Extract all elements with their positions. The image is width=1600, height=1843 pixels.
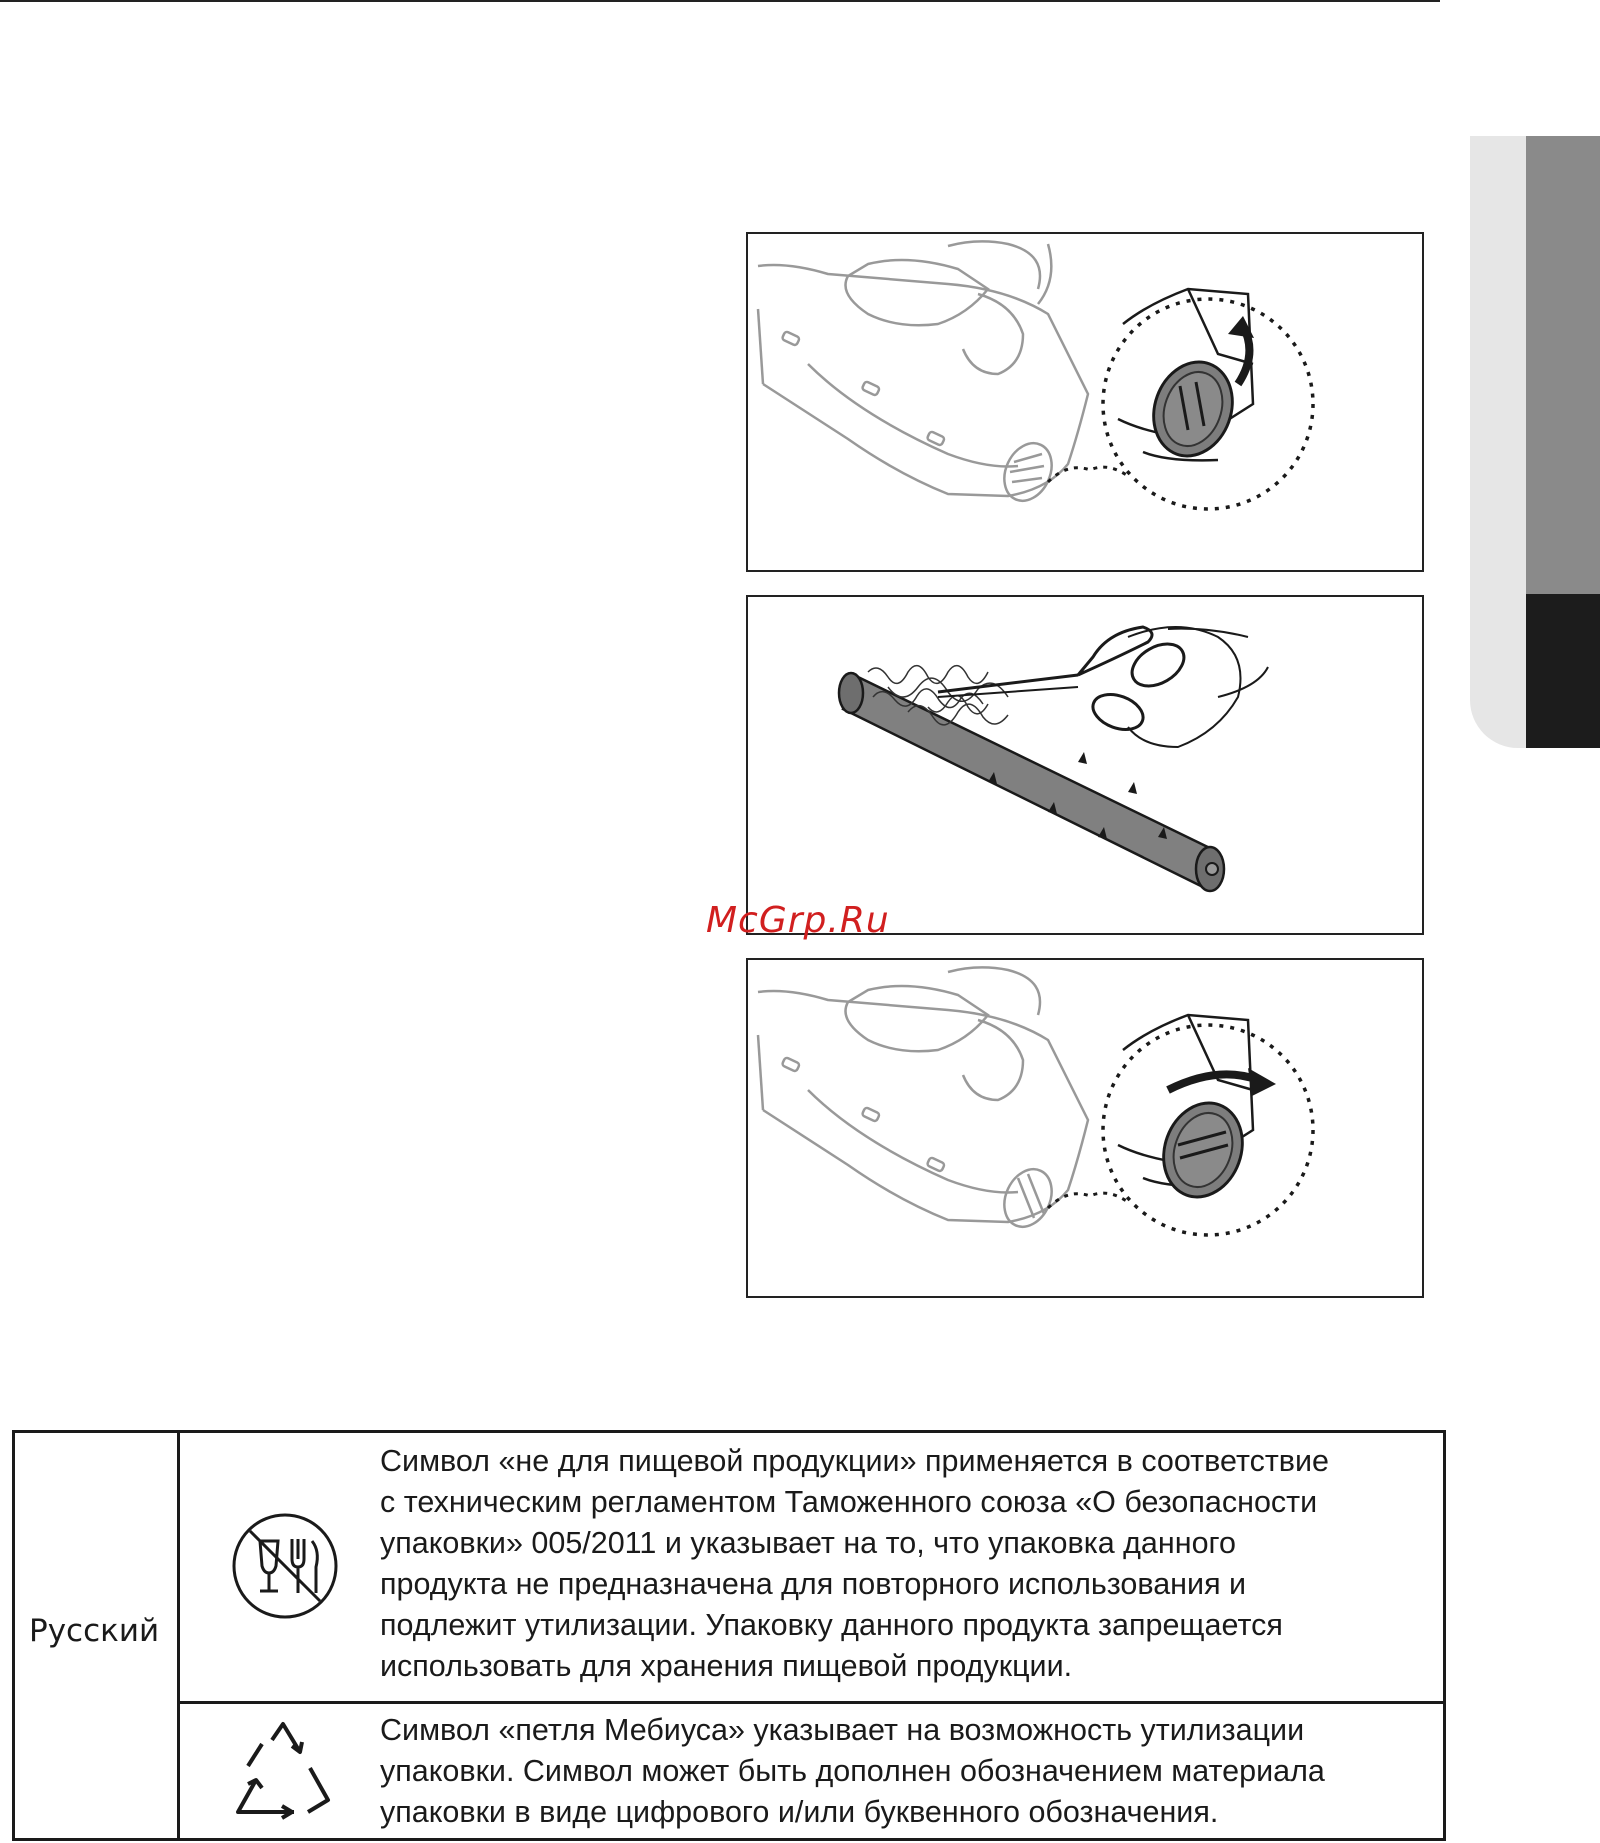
chapter-tab-gray xyxy=(1526,136,1600,594)
info-table xyxy=(12,1430,1446,1841)
not-for-food-description xyxy=(380,1441,1329,1687)
top-rule xyxy=(0,0,1440,2)
figure-cut-hair-from-brush xyxy=(746,595,1424,935)
watermark: McGrp.Ru xyxy=(706,900,890,941)
mobius-loop-icon xyxy=(228,1716,338,1831)
table-row xyxy=(180,1704,1443,1838)
description-line: Символ «петля Мебиуса» указывает на возможность утилизации xyxy=(380,1713,1305,1747)
description-line: Символ «не для пищевой продукции» применяется в соответствие xyxy=(380,1444,1329,1478)
not-for-food-icon xyxy=(230,1511,340,1626)
description-line: упаковки. Символ может быть дополнен обозначением материала xyxy=(380,1754,1325,1788)
description-line: упаковки в виде цифрового и/или буквенного обозначения. xyxy=(380,1795,1219,1829)
chapter-tab-black xyxy=(1526,594,1600,748)
table-row xyxy=(180,1433,1443,1704)
description-line: продукта не предназначена для повторного использования и xyxy=(380,1567,1247,1601)
figure-close-brush-cap xyxy=(746,958,1424,1298)
brush-nozzle-lock-icon xyxy=(748,960,1422,1296)
language-label: Русский xyxy=(29,1613,160,1649)
description-line: подлежит утилизации. Упаковку данного продукта запрещается xyxy=(380,1608,1283,1642)
description-line: использовать для хранения пищевой продукции. xyxy=(380,1649,1073,1683)
description-line: упаковки» 005/2011 и указывает на то, что упаковка данного xyxy=(380,1526,1236,1560)
figure-open-brush-cap xyxy=(746,232,1424,572)
mobius-description xyxy=(380,1710,1325,1833)
chapter-tab xyxy=(1470,136,1600,748)
brush-nozzle-unlock-icon xyxy=(748,234,1422,570)
scissors-brush-icon xyxy=(748,597,1422,933)
language-cell xyxy=(15,1433,180,1838)
description-line: с техническим регламентом Таможенного союза «О безопасности xyxy=(380,1485,1318,1519)
